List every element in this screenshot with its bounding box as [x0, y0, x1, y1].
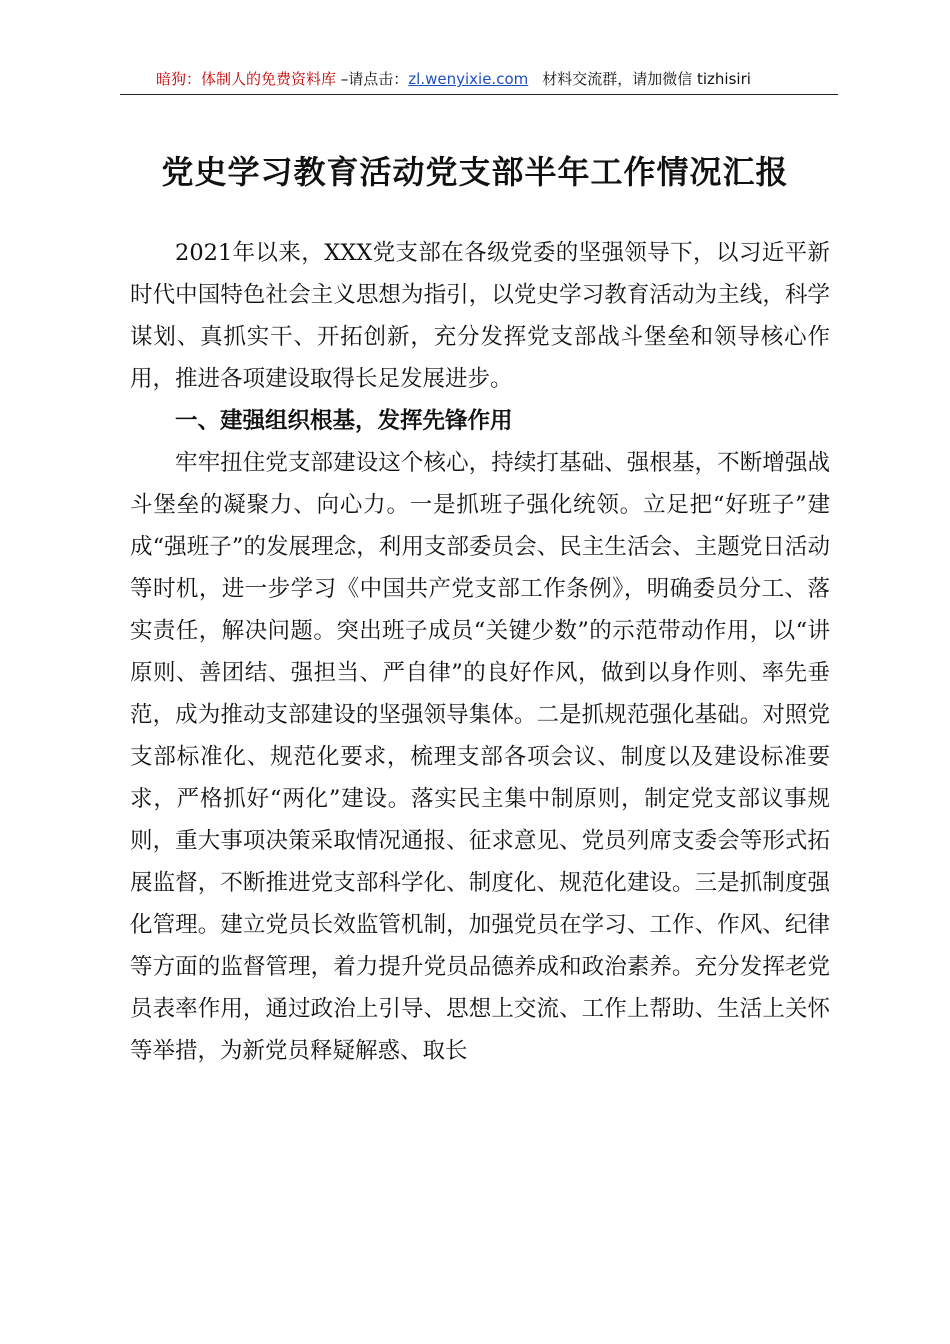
header-contact-text: 材料交流群，请加微信 tizhisiri	[542, 70, 751, 88]
document-title: 党史学习教育活动党支部半年工作情况汇报	[161, 153, 789, 191]
page-header	[120, 64, 838, 95]
header-click-prompt: –请点击：	[336, 70, 409, 88]
header-promo-text: 暗狗：体制人的免费资料库	[156, 70, 337, 88]
section-heading: 一、建强组织根基，发挥先锋作用	[175, 408, 513, 434]
document-body	[130, 232, 830, 1072]
intro-paragraph: 2021年以来，XXX党支部在各级党委的坚强领导下，以习近平新时代中国特色社会主义思想为指引，以党史学习教育活动为主线，科学谋划、真抓实干、开拓创新，充分发挥党支部战斗堡垒和领导核心作用，推进各项建设取得长足发展进步。	[130, 240, 830, 392]
section-paragraph: 牢牢扭住党支部建设这个核心，持续打基础、强根基，不断增强战斗堡垒的凝聚力、向心力。一是抓班子强化统领。立足把“好班子”建成“强班子”的发展理念，利用支部委员会、民主生活会、主题党日活动等时机，进一步学习《中国共产党支部工作条例》，明确委员分工、落实责任，解决问题。突出班子成员“关键少数”的示范带动作用，以“讲原则、善团结、强担当、严自律”的良好作风，做到以身作则、率先垂范，成为推动支部建设的坚强领导集体。二是抓规范强化基础。对照党支部标准化、规范化要求，梳理支部各项会议、制度以及建设标准要求，严格抓好“两化”建设。落实民主集中制原则，制定党支部议事规则，重大事项决策采取情况通报、征求意见、党员列席支委会等形式拓展监督，不断推进党支部科学化、制度化、规范化建设。三是抓制度强化管理。建立党员长效监管机制，加强党员在学习、工作、作风、纪律等方面的监督管理，着力提升党员品德养成和政治素养。充分发挥老党员表率作用，通过政治上引导、思想上交流、工作上帮助、生活上关怀等举措，为新党员释疑解惑、取长	[130, 450, 830, 1064]
header-link[interactable]: zl.wenyixie.com	[408, 70, 529, 88]
